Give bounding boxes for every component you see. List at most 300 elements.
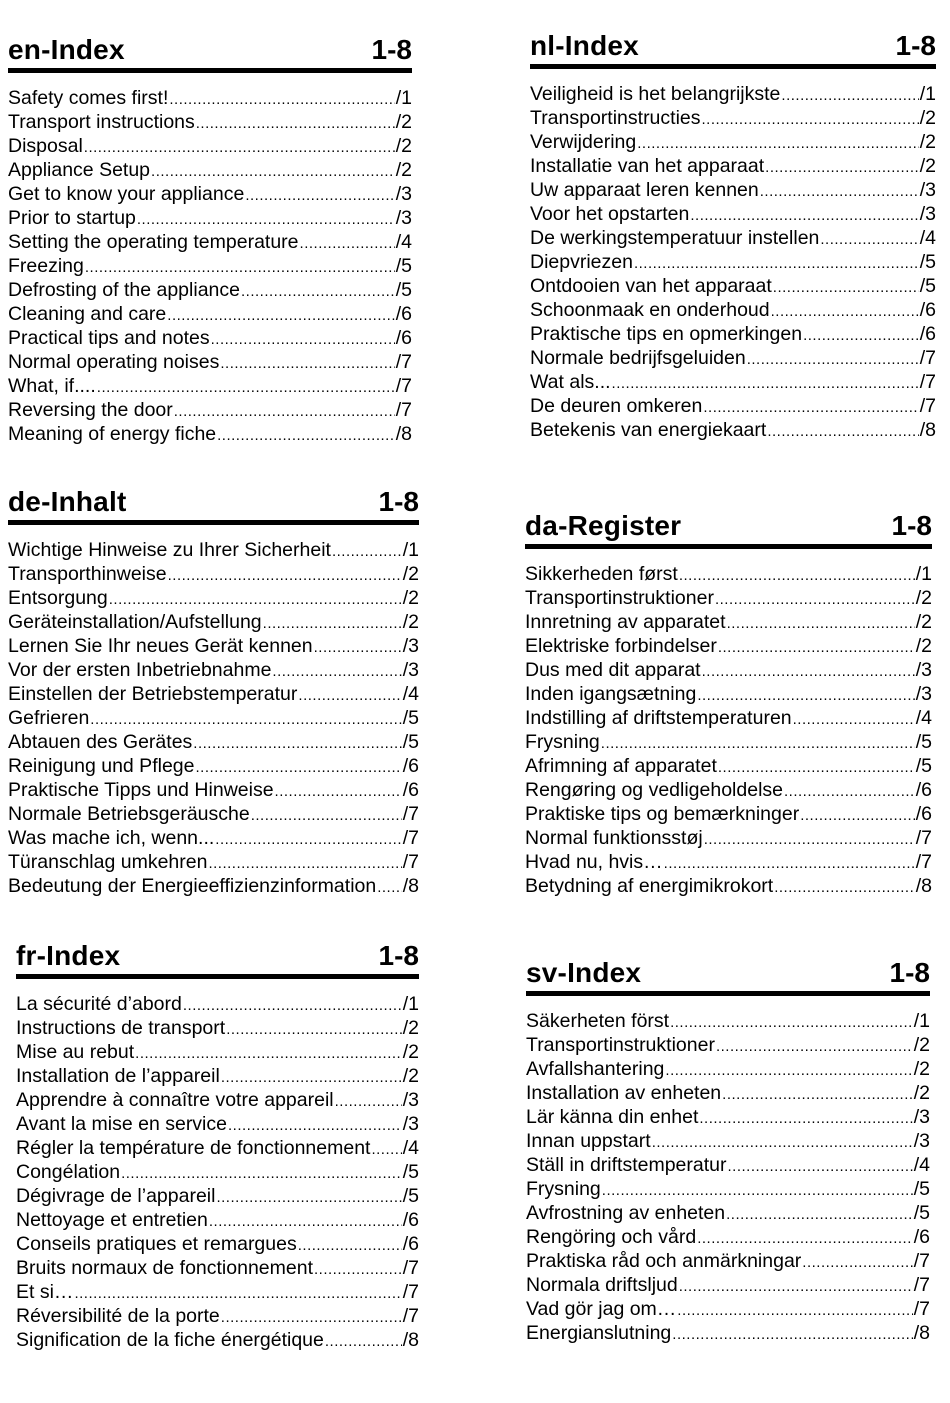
entry-page: /7 xyxy=(402,851,419,873)
entry-label: Instructions de transport xyxy=(16,1017,226,1039)
dot-leader xyxy=(168,564,402,587)
entry-label: Innretning av apparatet xyxy=(525,611,726,633)
entry-label: Et si… xyxy=(16,1281,74,1303)
entry-label: Practical tips and notes xyxy=(8,327,210,349)
toc-entry xyxy=(530,299,936,323)
dot-leader xyxy=(760,180,919,203)
dot-leader xyxy=(652,1131,913,1154)
toc-entry xyxy=(16,1017,419,1041)
entry-label: La sécurité d’abord xyxy=(16,993,182,1015)
entry-page: /5 xyxy=(915,731,932,753)
entry-label: Praktiska råd och anmärkningar xyxy=(526,1250,802,1272)
entry-page: /1 xyxy=(395,87,412,109)
entry-label: Elektriske forbindelser xyxy=(525,635,717,657)
entry-page: /2 xyxy=(919,155,936,177)
entry-page: /2 xyxy=(402,563,419,585)
toc-entry xyxy=(526,1130,930,1154)
index-section-de xyxy=(8,486,419,899)
dot-leader xyxy=(781,84,918,107)
toc-entry xyxy=(525,611,932,635)
toc-list xyxy=(525,563,932,899)
dot-leader xyxy=(216,1186,401,1209)
dot-leader xyxy=(263,612,402,635)
dot-leader xyxy=(314,1258,402,1281)
entry-page: /2 xyxy=(913,1082,930,1104)
toc-entry xyxy=(8,563,419,587)
dot-leader xyxy=(85,256,395,279)
entry-page: /7 xyxy=(915,827,932,849)
entry-label: Régler la température de fonctionnement xyxy=(16,1137,371,1159)
dot-leader xyxy=(169,88,394,111)
dot-leader xyxy=(167,304,394,327)
entry-page: /1 xyxy=(919,83,936,105)
entry-label: Transportinstruktioner xyxy=(526,1034,715,1056)
entry-page: /1 xyxy=(402,993,419,1015)
entry-label: Freezing xyxy=(8,255,84,277)
entry-page: /7 xyxy=(913,1250,930,1272)
dot-leader xyxy=(251,804,402,827)
toc-entry xyxy=(530,83,936,107)
dot-leader xyxy=(820,228,918,251)
index-section-da xyxy=(525,510,932,899)
index-section-en xyxy=(8,34,412,447)
toc-entry xyxy=(525,659,932,683)
entry-label: Voor het opstarten xyxy=(530,203,690,225)
entry-page: /6 xyxy=(915,779,932,801)
dot-leader xyxy=(690,204,918,227)
toc-entry xyxy=(8,399,412,423)
dot-leader xyxy=(241,280,395,303)
dot-leader xyxy=(275,780,402,803)
dot-leader xyxy=(97,376,395,399)
toc-entry xyxy=(525,827,932,851)
entry-label: Prior to startup xyxy=(8,207,136,229)
toc-list xyxy=(16,993,419,1353)
toc-entry xyxy=(530,179,936,203)
toc-entry xyxy=(526,1154,930,1178)
section-title: da-Register xyxy=(525,510,682,541)
dot-leader xyxy=(314,636,402,659)
entry-label: Veiligheid is het belangrijkste xyxy=(530,83,781,105)
toc-entry xyxy=(16,1257,419,1281)
entry-label: Normal operating noises xyxy=(8,351,220,373)
entry-label: Meaning of energy fiche xyxy=(8,423,217,445)
entry-label: Normale bedrijfsgeluiden xyxy=(530,347,746,369)
toc-entry xyxy=(16,1209,419,1233)
entry-page: /6 xyxy=(395,303,412,325)
toc-entry xyxy=(526,1178,930,1202)
dot-leader xyxy=(793,708,915,731)
entry-page: /2 xyxy=(395,135,412,157)
entry-page: /7 xyxy=(395,375,412,397)
toc-entry xyxy=(8,303,412,327)
entry-label: De werkingstemperatuur instellen xyxy=(530,227,820,249)
dot-leader xyxy=(90,708,401,731)
dot-leader xyxy=(135,1042,402,1065)
dot-leader xyxy=(718,756,915,779)
entry-label: Vor der ersten Inbetriebnahme xyxy=(8,659,272,681)
entry-label: Afrimning af apparatet xyxy=(525,755,717,777)
entry-label: Dégivrage de l’appareil xyxy=(16,1185,216,1207)
dot-leader xyxy=(715,588,915,611)
toc-entry xyxy=(526,1058,930,1082)
page-range: 1-8 xyxy=(889,957,930,988)
toc-entry xyxy=(526,1010,930,1034)
entry-label: Appliance Setup xyxy=(8,159,151,181)
toc-entry xyxy=(8,279,412,303)
entry-page: /6 xyxy=(402,755,419,777)
index-section-fr xyxy=(16,940,419,1353)
entry-page: /7 xyxy=(913,1274,930,1296)
dot-leader xyxy=(697,684,914,707)
dot-leader xyxy=(272,660,401,683)
dot-leader xyxy=(74,1282,401,1305)
entry-page: /2 xyxy=(913,1058,930,1080)
entry-page: /7 xyxy=(919,395,936,417)
entry-page: /5 xyxy=(919,275,936,297)
dot-leader xyxy=(716,1035,913,1058)
entry-page: /5 xyxy=(915,755,932,777)
entry-page: /7 xyxy=(395,351,412,373)
entry-label: Congélation xyxy=(16,1161,121,1183)
entry-label: Ontdooien van het apparaat xyxy=(530,275,772,297)
entry-label: Normala driftsljud xyxy=(526,1274,678,1296)
entry-page: /6 xyxy=(395,327,412,349)
toc-entry xyxy=(16,1113,419,1137)
toc-entry xyxy=(16,1137,419,1161)
toc-entry xyxy=(8,827,419,851)
section-header xyxy=(8,486,419,525)
dot-leader xyxy=(747,348,919,371)
entry-label: Uw apparaat leren kennen xyxy=(530,179,759,201)
entry-page: /8 xyxy=(402,875,419,897)
entry-label: Avant la mise en service xyxy=(16,1113,227,1135)
toc-entry xyxy=(8,683,419,707)
dot-leader xyxy=(325,1330,402,1353)
entry-page: /4 xyxy=(395,231,412,253)
toc-entry xyxy=(8,87,412,111)
toc-entry xyxy=(8,635,419,659)
toc-entry xyxy=(16,1065,419,1089)
toc-entry xyxy=(530,395,936,419)
dot-leader xyxy=(109,588,402,611)
dot-leader xyxy=(702,108,919,131)
dot-leader xyxy=(371,1138,401,1161)
entry-page: /2 xyxy=(915,587,932,609)
dot-leader xyxy=(672,1323,912,1346)
dot-leader xyxy=(601,732,915,755)
toc-entry xyxy=(8,707,419,731)
entry-label: Hvad nu, hvis… xyxy=(525,851,663,873)
entry-label: Schoonmaak en onderhoud xyxy=(530,299,770,321)
section-header xyxy=(530,30,936,69)
entry-label: Einstellen der Betriebstemperatur xyxy=(8,683,298,705)
toc-entry xyxy=(16,1161,419,1185)
section-title: fr-Index xyxy=(16,940,121,971)
toc-entry xyxy=(525,587,932,611)
entry-page: /2 xyxy=(915,635,932,657)
toc-entry xyxy=(525,635,932,659)
dot-leader xyxy=(226,1018,402,1041)
dot-leader xyxy=(728,1155,913,1178)
toc-list xyxy=(8,87,412,447)
entry-label: Reversing the door xyxy=(8,399,173,421)
page-range: 1-8 xyxy=(891,510,932,541)
dot-leader xyxy=(765,156,919,179)
toc-list xyxy=(526,1010,930,1346)
entry-label: Transportinstruktioner xyxy=(525,587,714,609)
dot-leader xyxy=(677,1299,912,1322)
toc-entry xyxy=(526,1298,930,1322)
entry-page: /7 xyxy=(402,1281,419,1303)
entry-label: Cleaning and care xyxy=(8,303,167,325)
toc-entry xyxy=(16,1041,419,1065)
entry-label: Inden igangsætning xyxy=(525,683,697,705)
dot-leader xyxy=(193,732,401,755)
entry-label: Geräteinstallation/Aufstellung xyxy=(8,611,262,633)
toc-entry xyxy=(8,255,412,279)
entry-page: /3 xyxy=(919,203,936,225)
toc-entry xyxy=(526,1082,930,1106)
toc-entry xyxy=(526,1250,930,1274)
entry-page: /8 xyxy=(913,1322,930,1344)
entry-page: /2 xyxy=(919,131,936,153)
toc-entry xyxy=(8,779,419,803)
entry-label: Installation av enheten xyxy=(526,1082,722,1104)
entry-label: Abtauen des Gerätes xyxy=(8,731,193,753)
dot-leader xyxy=(211,328,395,351)
dot-leader xyxy=(726,1203,913,1226)
entry-page: /5 xyxy=(913,1202,930,1224)
entry-page: /2 xyxy=(913,1034,930,1056)
entry-label: Normale Betriebsgeräusche xyxy=(8,803,250,825)
dot-leader xyxy=(699,1107,912,1130)
entry-label: Apprendre à connaître votre appareil xyxy=(16,1089,334,1111)
toc-entry xyxy=(16,1089,419,1113)
toc-entry xyxy=(526,1322,930,1346)
toc-entry xyxy=(525,803,932,827)
entry-label: De deuren omkeren xyxy=(530,395,703,417)
toc-entry xyxy=(530,203,936,227)
toc-entry xyxy=(8,327,412,351)
dot-leader xyxy=(773,276,919,299)
entry-label: Sikkerheden først xyxy=(525,563,678,585)
toc-entry xyxy=(8,111,412,135)
entry-page: /8 xyxy=(915,875,932,897)
toc-entry xyxy=(525,851,932,875)
entry-page: /5 xyxy=(395,255,412,277)
entry-label: Indstilling af driftstemperaturen xyxy=(525,707,792,729)
entry-page: /4 xyxy=(402,1137,419,1159)
entry-page: /3 xyxy=(395,207,412,229)
dot-leader xyxy=(800,804,915,827)
dot-leader xyxy=(220,352,394,375)
dot-leader xyxy=(332,540,402,563)
entry-label: Energianslutning xyxy=(526,1322,672,1344)
entry-label: Get to know your appliance xyxy=(8,183,245,205)
dot-leader xyxy=(718,636,915,659)
entry-page: /6 xyxy=(913,1226,930,1248)
toc-entry xyxy=(530,371,936,395)
toc-entry xyxy=(530,275,936,299)
toc-entry xyxy=(8,207,412,231)
toc-entry xyxy=(16,1185,419,1209)
dot-leader xyxy=(767,420,918,443)
entry-page: /6 xyxy=(402,1209,419,1231)
toc-entry xyxy=(530,347,936,371)
dot-leader xyxy=(300,232,395,255)
entry-label: Nettoyage et entretien xyxy=(16,1209,208,1231)
dot-leader xyxy=(245,184,394,207)
entry-label: Lär känna din enhet xyxy=(526,1106,699,1128)
entry-page: /1 xyxy=(915,563,932,585)
entry-label: Defrosting of the appliance xyxy=(8,279,240,301)
entry-label: Diepvriezen xyxy=(530,251,633,273)
entry-label: Installatie van het apparaat xyxy=(530,155,765,177)
toc-entry xyxy=(8,755,419,779)
entry-page: /3 xyxy=(402,1113,419,1135)
entry-label: Praktiske tips og bemærkninger xyxy=(525,803,800,825)
dot-leader xyxy=(802,1251,912,1274)
entry-label: Reinigung und Pflege xyxy=(8,755,195,777)
entry-label: Vad gör jag om… xyxy=(526,1298,677,1320)
toc-entry xyxy=(16,1329,419,1353)
entry-page: /8 xyxy=(919,419,936,441)
entry-page: /5 xyxy=(402,1161,419,1183)
section-title: sv-Index xyxy=(526,957,642,988)
entry-label: What, if.... xyxy=(8,375,96,397)
index-section-nl xyxy=(530,30,936,443)
entry-page: /3 xyxy=(913,1106,930,1128)
dot-leader xyxy=(664,852,915,875)
entry-label: Ställ in driftstemperatur xyxy=(526,1154,727,1176)
entry-label: Installation de l’appareil xyxy=(16,1065,220,1087)
entry-page: /6 xyxy=(919,323,936,345)
entry-page: /4 xyxy=(402,683,419,705)
dot-leader xyxy=(335,1090,402,1113)
toc-entry xyxy=(525,779,932,803)
page-range: 1-8 xyxy=(371,34,412,65)
entry-page: /4 xyxy=(915,707,932,729)
entry-label: Normal funktionsstøj xyxy=(525,827,703,849)
toc-entry xyxy=(525,755,932,779)
entry-page: /2 xyxy=(395,159,412,181)
dot-leader xyxy=(298,1234,402,1257)
dot-leader xyxy=(679,564,915,587)
toc-entry xyxy=(8,375,412,399)
toc-list xyxy=(530,83,936,443)
entry-page: /2 xyxy=(402,1041,419,1063)
entry-label: Transport instructions xyxy=(8,111,195,133)
entry-label: Frysning xyxy=(526,1178,601,1200)
entry-page: /2 xyxy=(919,107,936,129)
page-range: 1-8 xyxy=(378,486,419,517)
dot-leader xyxy=(679,1275,913,1298)
entry-page: /7 xyxy=(402,1257,419,1279)
dot-leader xyxy=(722,1083,913,1106)
section-header xyxy=(8,34,412,73)
entry-page: /2 xyxy=(402,611,419,633)
section-header xyxy=(525,510,932,549)
dot-leader xyxy=(377,876,402,899)
entry-page: /5 xyxy=(395,279,412,301)
entry-page: /3 xyxy=(915,683,932,705)
dot-leader xyxy=(771,300,919,323)
entry-label: Mise au rebut xyxy=(16,1041,135,1063)
dot-leader xyxy=(84,136,395,159)
entry-label: Avfallshantering xyxy=(526,1058,665,1080)
dot-leader xyxy=(221,1306,402,1329)
toc-entry xyxy=(526,1202,930,1226)
toc-entry xyxy=(8,731,419,755)
entry-page: /3 xyxy=(913,1130,930,1152)
entry-page: /6 xyxy=(919,299,936,321)
section-title: en-Index xyxy=(8,34,125,65)
entry-page: /3 xyxy=(915,659,932,681)
toc-list xyxy=(8,539,419,899)
dot-leader xyxy=(174,400,395,423)
entry-page: /2 xyxy=(395,111,412,133)
toc-entry xyxy=(526,1106,930,1130)
toc-entry xyxy=(525,707,932,731)
section-header xyxy=(526,957,930,996)
entry-page: /7 xyxy=(919,371,936,393)
toc-entry xyxy=(8,611,419,635)
toc-entry xyxy=(8,135,412,159)
toc-entry xyxy=(8,539,419,563)
dot-leader xyxy=(221,1066,402,1089)
dot-leader xyxy=(665,1059,912,1082)
dot-leader xyxy=(215,828,401,851)
entry-label: Rengöring och vård xyxy=(526,1226,697,1248)
toc-entry xyxy=(525,875,932,899)
dot-leader xyxy=(803,324,919,347)
dot-leader xyxy=(602,1179,913,1202)
dot-leader xyxy=(784,780,915,803)
toc-entry xyxy=(526,1226,930,1250)
entry-page: /5 xyxy=(402,1185,419,1207)
toc-entry xyxy=(16,993,419,1017)
toc-entry xyxy=(525,731,932,755)
dot-leader xyxy=(196,112,395,135)
entry-page: /6 xyxy=(915,803,932,825)
entry-label: Conseils pratiques et remargues xyxy=(16,1233,297,1255)
entry-label: Gefrieren xyxy=(8,707,90,729)
entry-label: Innan uppstart xyxy=(526,1130,651,1152)
dot-leader xyxy=(217,424,395,447)
entry-label: Entsorgung xyxy=(8,587,108,609)
entry-label: Verwijdering xyxy=(530,131,637,153)
toc-entry xyxy=(8,851,419,875)
entry-page: /7 xyxy=(913,1298,930,1320)
section-title: nl-Index xyxy=(530,30,639,61)
entry-page: /8 xyxy=(402,1329,419,1351)
dot-leader xyxy=(727,612,915,635)
entry-label: Signification de la fiche énergétique xyxy=(16,1329,324,1351)
entry-page: /3 xyxy=(402,1089,419,1111)
entry-page: /8 xyxy=(395,423,412,445)
entry-label: Praktische Tipps und Hinweise xyxy=(8,779,274,801)
toc-entry xyxy=(16,1233,419,1257)
entry-label: Dus med dit apparat xyxy=(525,659,701,681)
entry-page: /6 xyxy=(402,1233,419,1255)
entry-page: /7 xyxy=(402,803,419,825)
entry-page: /4 xyxy=(913,1154,930,1176)
entry-page: /7 xyxy=(919,347,936,369)
toc-entry xyxy=(530,131,936,155)
toc-entry xyxy=(525,563,932,587)
entry-page: /2 xyxy=(915,611,932,633)
